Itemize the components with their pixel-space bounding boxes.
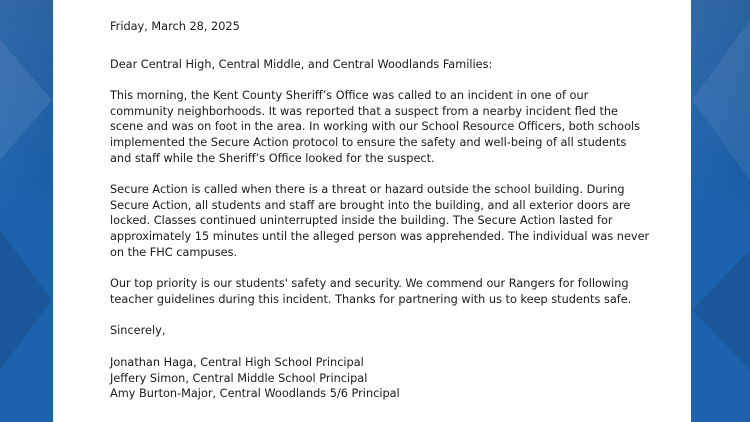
right-background-panel [690, 0, 750, 422]
letter-page [53, 0, 691, 422]
signature-block [110, 355, 651, 402]
letter-paragraph-1: This morning, the Kent County Sheriff’s Office was called to an incident in one of our community neighborhoods. It was reported that a suspect from a nearby incident fled the scene and was on foot in the area. In working with our School Resource Officers, both schools implemented the Secure Action protocol to ensure the safety and well-being of all students and staff while the Sheriff’s Office looked for the suspect. [110, 89, 640, 165]
signature-line-2: Jeffery Simon, Central Middle School Principal [110, 371, 368, 385]
background-facet [0, 230, 52, 370]
letter-paragraph-2: Secure Action is called when there is a threat or hazard outside the school building. During Secure Action, all students and staff are brought into the building, and all exterior doors are locked. Classes continued uninterrupted inside the building. The Secure Action lasted for approximately 15 minutes until the alleged person was apprehended. The individual was never on the FHC campuses. [110, 183, 650, 259]
letter-date: Friday, March 28, 2025 [110, 20, 240, 33]
background-facet [0, 40, 52, 160]
signature-line-1: Jonathan Haga, Central High School Principal [110, 355, 364, 369]
signature-line-3: Amy Burton-Major, Central Woodlands 5/6 Principal [110, 387, 400, 401]
background-facet [692, 250, 750, 370]
letter-closing: Sincerely, [110, 324, 166, 338]
left-background-panel [0, 0, 60, 422]
letter-salutation: Dear Central High, Central Middle, and Central Woodlands Families: [110, 57, 493, 71]
letter-paragraph-3: Our top priority is our students' safety and security. We commend our Rangers for following teacher guidelines during this incident. Thanks for partnering with us to keep students safe. [110, 277, 632, 306]
background-facet [692, 20, 750, 180]
